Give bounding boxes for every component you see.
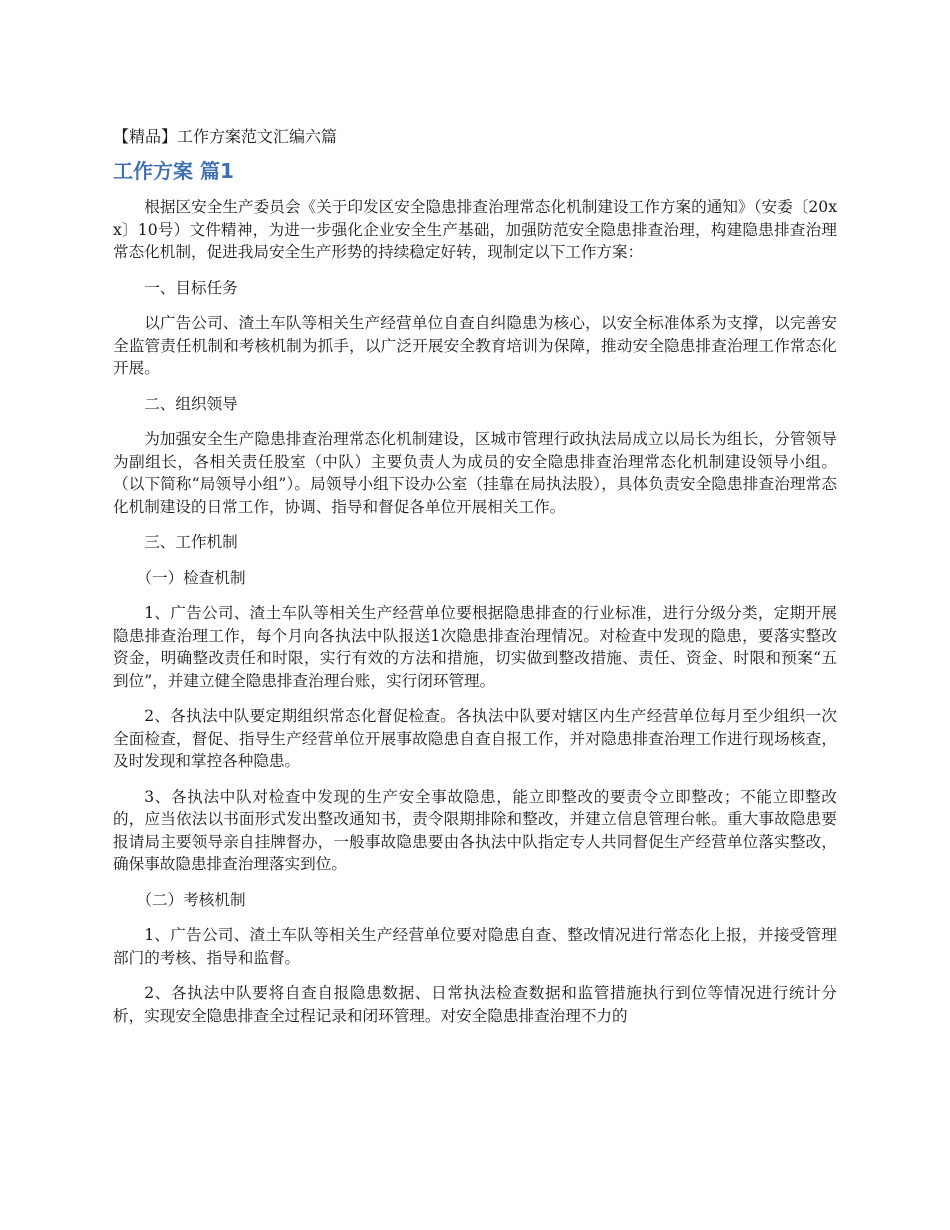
subhead-assessment: （二）考核机制	[136, 890, 246, 909]
paragraph-inspection-2: 2、各执法中队要定期组织常态化督促检查。各执法中队要对辖区内生产经营单位每月至少组织一次全面检查，督促、指导生产经营单位开展事故隐患自查自报工作，并对隐患排查治理工作进行现场核查，及时发现和掌控各种隐患。	[113, 707, 837, 770]
paragraph-leadership: 为加强安全生产隐患排查治理常态化机制建设，区城市管理行政执法局成立以局长为组长，分管领导为副组长，各相关责任股室（中队）主要负责人为成员的安全隐患排查治理常态化机制建设领导小组。（以下简称“局领导小组”）。局领导小组下设办公室（挂靠在局执法股），具体负责安全隐患排查治理常态化机制建设的日常工作，协调、指导和督促各单位开展相关工作。	[113, 430, 837, 516]
section-heading: 工作方案 篇1	[113, 159, 234, 183]
subhead-mechanism: 三、工作机制	[144, 533, 238, 551]
subhead-goals: 一、目标任务	[144, 278, 238, 297]
paragraph-assessment-2: 2、各执法中队要将自查自报隐患数据、日常执法检查数据和监管措施执行到位等情况进行统计分析，实现安全隐患排查全过程记录和闭环管理。对安全隐患排查治理不力的	[113, 984, 837, 1025]
document-page	[113, 124, 837, 1040]
subhead-leadership: 二、组织领导	[144, 394, 238, 413]
paragraph-goals: 以广告公司、渣土车队等相关生产经营单位自查自纠隐患为核心，以安全标准体系为支撑，以完善安全监管责任机制和考核机制为抓手，以广泛开展安全教育培训为保障，推动安全隐患排查治理工作常态化开展。	[113, 314, 837, 377]
paragraph-inspection-3: 3、各执法中队对检查中发现的生产安全事故隐患，能立即整改的要责令立即整改；不能立即整改的，应当依法以书面形式发出整改通知书，责令限期排除和整改，并建立信息管理台帐。重大事故隐患要报请局主要领导亲自挂牌督办，一般事故隐患要由各执法中队指定专人共同督促生产经营单位落实整改，确保事故隐患排查治理落实到位。	[113, 787, 837, 873]
document-title: 【精品】工作方案范文汇编六篇	[113, 127, 338, 146]
paragraph-assessment-1: 1、广告公司、渣土车队等相关生产经营单位要对隐患自查、整改情况进行常态化上报，并接受管理部门的考核、指导和监督。	[113, 926, 837, 967]
paragraph-intro: 根据区安全生产委员会《关于印发区安全隐患排查治理常态化机制建设工作方案的通知》（安委〔20xx〕10号）文件精神，为进一步强化企业安全生产基础，加强防范安全隐患排查治理，构建隐患排查治理常态化机制，促进我局安全生产形势的持续稳定好转，现制定以下工作方案：	[113, 198, 837, 261]
paragraph-inspection-1: 1、广告公司、渣土车队等相关生产经营单位要根据隐患排查的行业标准，进行分级分类，定期开展隐患排查治理工作，每个月向各执法中队报送1次隐患排查治理情况。对检查中发现的隐患，要落实整改资金，明确整改责任和时限，实行有效的方法和措施，切实做到整改措施、责任、资金、时限和预案“五到位”，并建立健全隐患排查治理台账，实行闭环管理。	[113, 604, 837, 690]
subhead-inspection: （一）检查机制	[136, 568, 246, 587]
